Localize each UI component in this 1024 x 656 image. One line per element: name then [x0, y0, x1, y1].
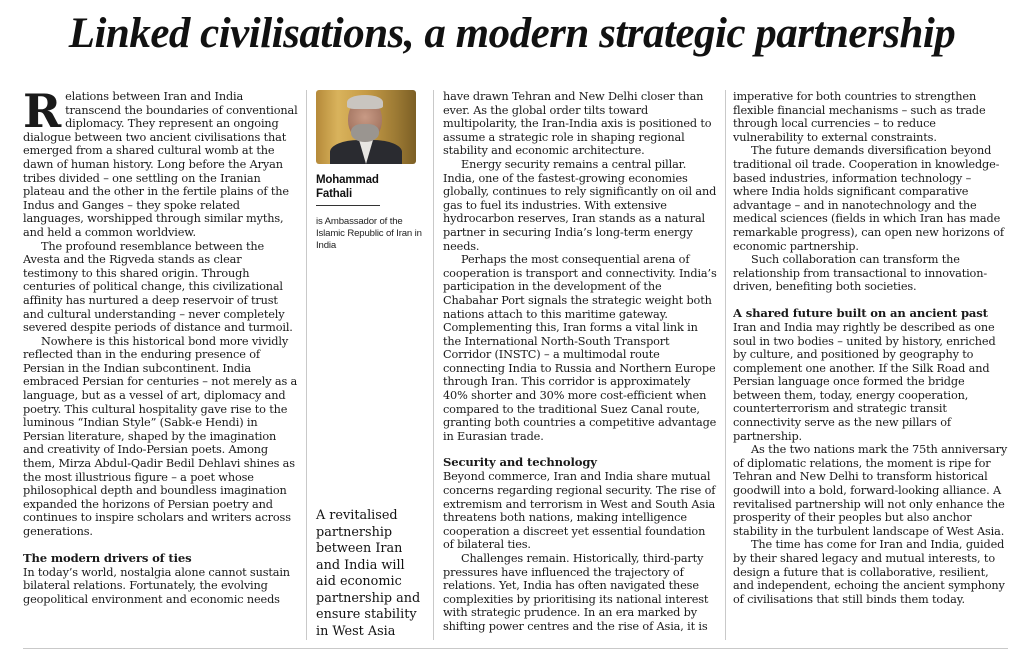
column-divider — [433, 90, 434, 640]
paragraph: Challenges remain. Historically, third-party pressures have influenced the trajectory of relations. Yet, India has often navigated these complexities by prioritising its national interest with strategic prudence. In an era marked by shifting power centres and the rise of Asia, it is — [443, 552, 709, 633]
author-photo — [316, 90, 416, 164]
paragraph: Beyond commerce, Iran and India share mutual concerns regarding regional security. The rise of extremism and terrorism in West and South Asia threatens both nations, making intelligence cooperation a discreet yet essential foundation of bilateral ties. — [443, 470, 716, 552]
article-column-4 — [733, 90, 1008, 642]
paragraph: Such collaboration can transform the relationship from transactional to innovation-driven, benefiting both societies. — [733, 253, 987, 294]
paragraph: The profound resemblance between the Avesta and the Rigveda stands as clear testimony to this shared origin. Through centuries of political change, this civilizational affinity has nurtured a deep reservoir of trust and cultural understanding – never completely severed despite periods of distance and turmoil. — [23, 239, 293, 335]
paragraph: imperative for both countries to strengthen flexible financial mechanisms – such as trade through local currencies – to reduce vulnerability to external constraints. — [733, 90, 986, 144]
paragraph: Nowhere is this historical bond more vividly reflected than in the enduring presence of Persian in the Indian subcontinent. India embraced Persian for centuries – not merely as a language, but as a vessel of art, diplomacy and poetry. This cultural hospitality gave rise to the luminous “Indian Style” (Sabk-e Hendi) in Persian literature, shaped by the imagination and creativity of Indo-Persian poets. Among them, Mirza Abdul-Qadir Bedil Dehlavi shines as the most illustrious figure – a poet whose philosophical depth and boundless imagination expanded the horizons of Persian poetry and continues to inspire scholars and writers across generations. — [23, 334, 298, 538]
drop-cap: R — [23, 90, 62, 138]
column-divider — [306, 90, 307, 640]
author-rule — [316, 205, 380, 206]
section-heading: A shared future built on an ancient past — [733, 305, 988, 320]
author-name — [316, 174, 428, 201]
paragraph: Iran and India may rightly be described as one soul in two bodies – united by history, enriched by culture, and positioned by geography to complement one another. If the Silk Road and Persian language once formed the bridge between them, today, energy cooperation, counterterrorism and strategic transit connectivity serve as the new pillars of partnership. — [733, 320, 996, 443]
paragraph — [23, 90, 298, 240]
pull-quote: A revitalised partnership between Iran and India will aid economic partnership and ensure stability in West Asia — [316, 508, 421, 639]
author-first-name: Mohammad — [316, 174, 379, 186]
author-bio: is Ambassador of the Islamic Republic of Iran in India — [316, 216, 422, 251]
paragraph: The future demands diversification beyond traditional oil trade. Cooperation in knowledge-based industries, information technology – where India holds significant comparative advantage – and in nanotechnology and the medical sciences (fields in which Iran has made remarkable progress), can open new horizons of economic partnership. — [733, 144, 1004, 253]
paragraph: Energy security remains a central pillar. India, one of the fastest-growing economies globally, continues to rely significantly on oil and gas to fuel its industries. With extensive hydrocarbon reserves, Iran stands as a natural partner in securing India’s long-term energy needs. — [443, 157, 717, 253]
paragraph: As the two nations mark the 75th anniversary of diplomatic relations, the moment is ripe for Tehran and New Delhi to transform historical goodwill into a bold, forward-looking alliance. A revitalised partnership will not only enhance the prosperity of their peoples but also anchor stability in the turbulent landscape of West Asia. — [733, 443, 1008, 538]
column-divider — [725, 90, 726, 640]
article-column-3 — [443, 90, 718, 642]
paragraph: The time has come for Iran and India, guided by their shared legacy and mutual interests, to design a future that is collaborative, resilient, and independent, echoing the ancient symphony of civilisations that still binds them today. — [733, 538, 1005, 606]
paragraph: Perhaps the most consequential arena of cooperation is transport and connectivity. India’s participation in the development of the Chabahar Port signals the strategic weight both nations attach to this maritime gateway. Complementing this, Iran forms a vital link in the International North-South Transport Corridor (INSTC) – a multimodal route connecting India to Russia and Northern Europe through Iran. This corridor is approximately 40% shorter and 30% more cost-efficient when compared to the traditional Suez Canal route, granting both countries a competitive advantage in Eurasian trade. — [443, 253, 717, 443]
headline: Linked civilisations, a modern strategic partnership — [68, 10, 956, 57]
article-column-1 — [23, 90, 298, 642]
paragraph-text: elations between Iran and India transcend the boundaries of conventional diplomacy. They represent an ongoing dialogue between two ancient civilisations that emerged from a shared cultural womb at the dawn of human history. Long before the Aryan tribes divided – one settling on the Iranian plateau and the other in the fertile plains of the Indus and Ganges – they spoke related languages, worshipped through similar myths, and held a common worldview. — [23, 90, 298, 239]
section-heading: Security and technology — [443, 455, 597, 470]
section-heading: The modern drivers of ties — [23, 550, 192, 565]
bottom-rule — [23, 648, 1008, 649]
paragraph: In today’s world, nostalgia alone cannot sustain bilateral relations. Fortunately, the evolving geopolitical environment and economic needs — [23, 565, 290, 606]
author-last-name: Fathali — [316, 187, 353, 200]
paragraph: have drawn Tehran and New Delhi closer than ever. As the global order tilts toward multipolarity, the Iran-India axis is positioned to assume a strategic role in shaping regional stability and economic architecture. — [443, 90, 712, 158]
